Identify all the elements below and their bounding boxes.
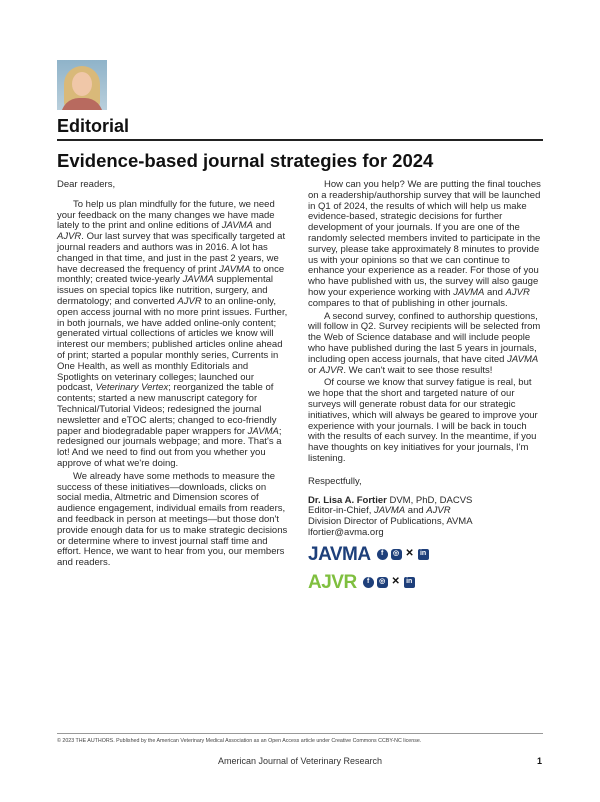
header-divider <box>57 139 543 141</box>
instagram-icon[interactable]: ◎ <box>391 549 402 560</box>
body-paragraph: We already have some methods to measure the success of these initiatives—downloads, clicks on social media, Altmetric and Dimension scores of audience engagement, individual emails from readers, and feedback in person at meetings—but those don't provide enough data for us to make strategic decisions or determine where to invest journal staff time and effort. Hence, we want to hear from you, our members and readers. <box>57 470 288 569</box>
body-paragraph: Of course we know that survey fatigue is real, but we hope that the short and targeted nature of our surveys will generate robust data for our strategic initiatives, which will always be geared to improve your experience with your journals. I will be back in touch with the results of each survey. In the meantime, if you have thoughts on key initiatives for your journals, I'm listening. <box>308 377 538 464</box>
footer-divider <box>57 733 543 734</box>
journal-row-ajvr <box>308 571 544 595</box>
signature-name: Dr. Lisa A. Fortier <box>308 494 387 506</box>
signature-credentials: DVM, PhD, DACVS <box>386 494 473 506</box>
ajvr-social-links <box>363 577 415 588</box>
signature-block <box>308 496 544 539</box>
linkedin-icon[interactable]: in <box>418 549 429 560</box>
ajvr-logo[interactable]: AJVR <box>308 571 357 593</box>
body-paragraph: To help us plan mindfully for the future, we need your feedback on the many changes we have made lately to the print and online editions of JAVMA and AJVR. Our last survey that was specifically targeted at journal readers and authors was in 2016. A lot has changed in that time, and just in the past 2 years, we have decreased the frequency of print JAVMA to once monthly; created twice-yearly JAVMA supplemental issues on special topics like nutrition, surgery, and dermatology; and converted AJVR to an online-only, open access journal with no more print issues. Further, in both journals, we have added online-only content; generated virtual collections of articles we know will interest our members; published articles online ahead of print; started a popular monthly series, Currents in One Health, as well as monthly Editorials and Spotlights on veterinary colleges; launched our podcast, Veterinary Vertex; reorganized the table of contents; started a new manuscript category for Technical/Tutorial Videos; redesigned the journal newsletter and eTOC alerts; changed to eco-friendly paper and biodegradable paper wrappers for JAVMA; redesigned our journals webpage; and more. That's a lot! And we need to find out from you whether you approve of what we're doing. <box>57 198 288 469</box>
author-photo <box>57 60 107 110</box>
signature-division: Division Director of Publications, AVMA <box>308 516 473 528</box>
footer-journal-name: American Journal of Veterinary Research <box>217 756 383 766</box>
right-column <box>308 180 544 595</box>
x-icon[interactable]: ✕ <box>391 576 400 588</box>
signature-email[interactable]: lfortier@avma.org <box>308 526 384 538</box>
closing: Respectfully, <box>308 475 362 487</box>
salutation: Dear readers, <box>57 179 116 190</box>
javma-logo[interactable]: JAVMA <box>308 543 371 565</box>
javma-social-links <box>377 549 429 560</box>
page-title: Evidence-based journal strategies for 2024 <box>57 150 434 171</box>
linkedin-icon[interactable]: in <box>404 577 415 588</box>
signature-title: Editor-in-Chief, JAVMA and AJVR <box>308 505 451 517</box>
journal-row-javma <box>308 543 544 567</box>
section-label: Editorial <box>57 116 130 136</box>
body-paragraph: How can you help? We are putting the final touches on a readership/authorship survey that will be launched in Q1 of 2024, the results of which will help us make evidence-based, strategic decisions for further development of your journals. If you are one of the randomly selected members invited to participate in the survey, please take approximately 8 minutes to provide us with your opinions so that we can continue to enhance your experience as a reader. For those of you who have published with us, the survey will also gauge how your experience working with JAVMA and AJVR compares to that of publishing in other journals. <box>308 179 541 309</box>
instagram-icon[interactable]: ◎ <box>377 577 388 588</box>
page-number: 1 <box>537 756 543 766</box>
body-paragraph: A second survey, confined to authorship questions, will follow in Q2. Survey recipients will be selected from the Web of Science database and will include people who have published during the last 5 years in journals, including open access journals, that have cited JAVMA or AJVR. We can't wait to see those results! <box>308 310 541 376</box>
facebook-icon[interactable]: f <box>377 549 388 560</box>
author-face <box>72 72 92 96</box>
facebook-icon[interactable]: f <box>363 577 374 588</box>
x-icon[interactable]: ✕ <box>405 548 414 560</box>
left-column <box>57 180 292 571</box>
copyright-notice: © 2023 THE AUTHORS. Published by the American Veterinary Medical Association as an Open Access article under Creative Commons CCBY-NC license. <box>57 738 422 744</box>
